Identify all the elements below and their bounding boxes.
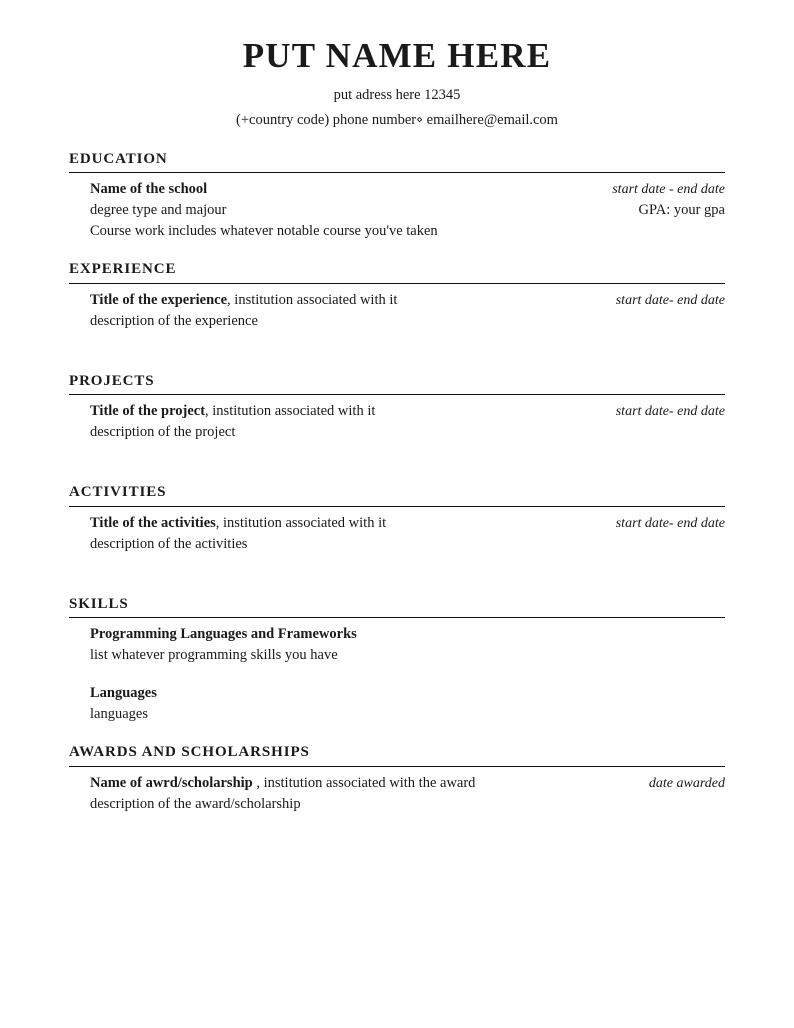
education-school [90, 179, 612, 200]
page-content [69, 0, 725, 815]
skill-group-body: list whatever programming skills you have [90, 647, 338, 664]
experience-entries [69, 284, 725, 332]
activity-dates: start date- end date [615, 515, 725, 531]
diamond-separator-icon: ⋄ [416, 114, 424, 127]
skill-group [90, 624, 725, 666]
section-spacer [69, 555, 725, 577]
address-line: put adress here 12345 [333, 86, 461, 103]
candidate-name: PUT NAME HERE [242, 36, 552, 75]
activity-entry [90, 513, 725, 555]
skills-entries [69, 618, 725, 725]
section-activities [69, 484, 725, 577]
section-heading-experience: EXPERIENCE [69, 261, 177, 278]
section-experience [69, 261, 725, 354]
section-heading-skills: SKILLS [69, 595, 129, 612]
activity-description: description of the activities [90, 535, 248, 552]
project-entry-row-1 [90, 401, 725, 422]
school-name: Name of the school [90, 180, 208, 197]
skill-group-body: languages [90, 706, 148, 723]
section-heading-awards: AWARDS AND SCHOLARSHIPS [69, 744, 310, 761]
section-projects [69, 373, 725, 466]
experience-title-line [90, 290, 616, 311]
project-title-line [90, 401, 616, 422]
email-text: emailhere@email.com [426, 112, 558, 129]
experience-entry [90, 290, 725, 332]
skill-group-label: Languages [90, 685, 157, 702]
education-gpa: GPA: your gpa [638, 202, 725, 219]
project-entry [90, 401, 725, 443]
award-entry-row-1 [90, 773, 725, 794]
project-institution: , institution associated with it [205, 403, 376, 420]
experience-entry-row-1 [90, 290, 725, 311]
experience-dates: start date- end date [615, 292, 725, 308]
education-entries [69, 173, 725, 242]
phone-text: (+country code) phone number [236, 112, 417, 129]
award-title-line [90, 773, 649, 794]
section-spacer [69, 443, 725, 465]
education-entry-row-2 [90, 200, 725, 221]
project-dates: start date- end date [615, 404, 725, 420]
experience-description: description of the experience [90, 312, 258, 329]
activity-entry-row-1 [90, 513, 725, 534]
education-degree: degree type and majour [90, 202, 227, 219]
experience-institution: , institution associated with it [227, 291, 398, 308]
awards-entries [69, 767, 725, 815]
award-date: date awarded [648, 775, 725, 791]
projects-entries [69, 395, 725, 443]
project-title: Title of the project [90, 403, 206, 420]
education-entry-row-1 [90, 179, 725, 200]
section-heading-activities: ACTIVITIES [69, 484, 167, 501]
skill-group [90, 683, 725, 725]
education-coursework: Course work includes whatever notable course you've taken [90, 223, 438, 240]
activity-title: Title of the activities [90, 514, 216, 531]
education-dates: start date - end date [612, 181, 725, 197]
activity-title-line [90, 513, 616, 534]
resume-header [69, 0, 725, 132]
section-skills [69, 596, 725, 725]
award-description: description of the award/scholarship [90, 795, 301, 812]
award-title: Name of awrd/scholarship [90, 774, 253, 791]
award-institution: , institution associated with the award [252, 774, 476, 791]
section-heading-education: EDUCATION [69, 150, 168, 167]
experience-title: Title of the experience [90, 291, 228, 308]
activities-entries [69, 507, 725, 555]
education-entry [90, 179, 725, 242]
award-entry [90, 773, 725, 815]
section-education [69, 151, 725, 243]
contact-line [69, 106, 725, 131]
section-spacer [69, 332, 725, 354]
skill-group-label: Programming Languages and Frameworks [90, 626, 357, 643]
activity-institution: , institution associated with it [215, 514, 387, 531]
section-heading-projects: PROJECTS [69, 372, 155, 389]
project-description: description of the project [90, 424, 236, 441]
section-awards [69, 744, 725, 815]
